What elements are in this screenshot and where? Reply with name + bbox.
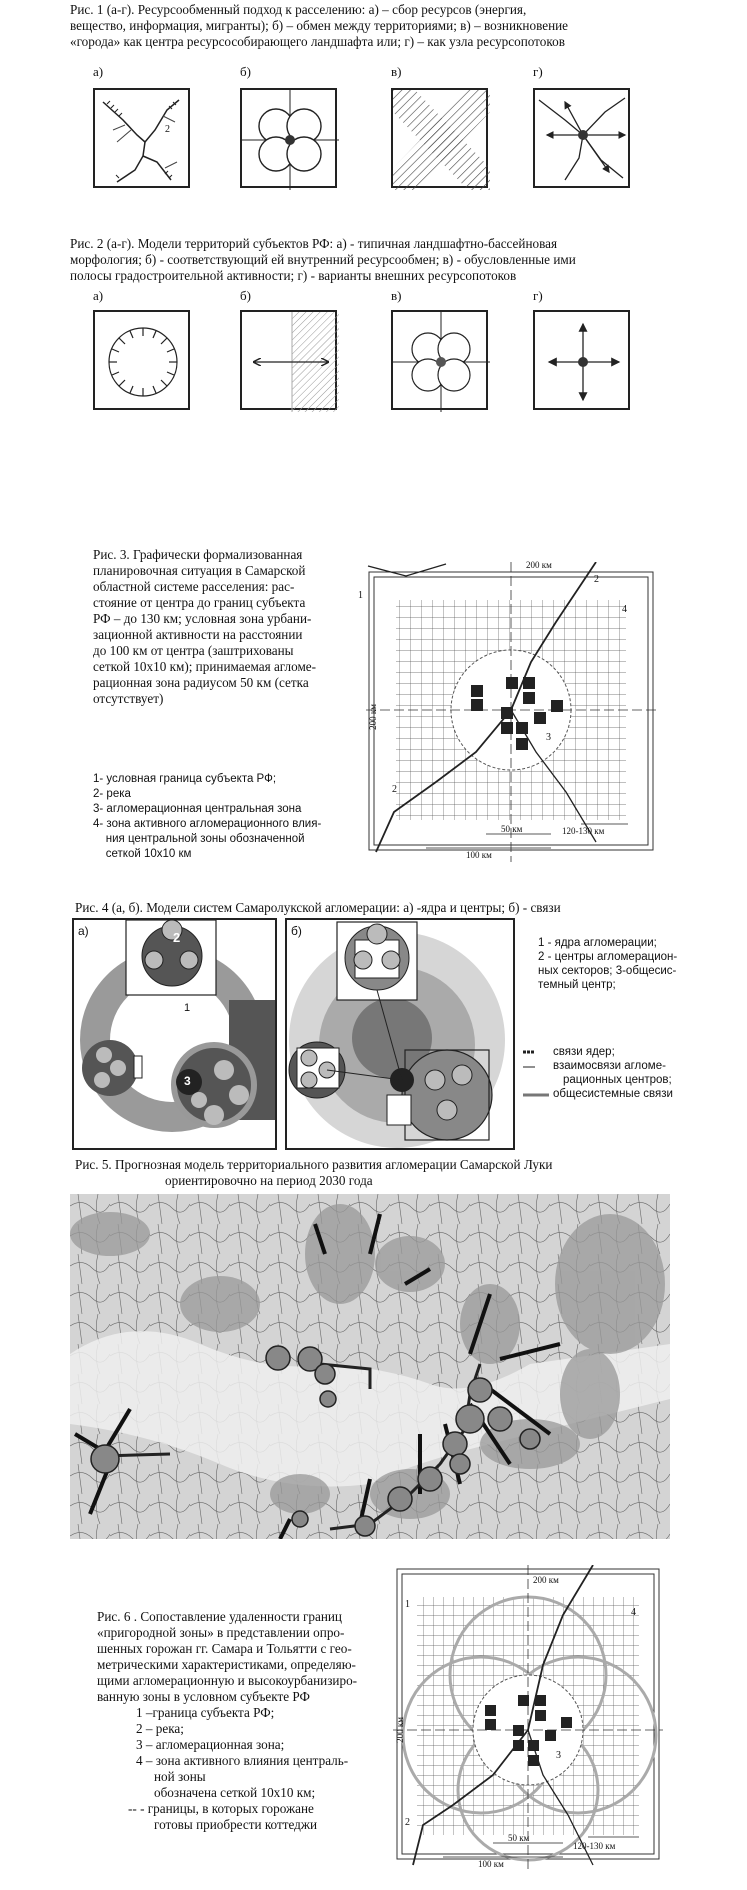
fig4-legend xyxy=(538,936,677,992)
fig4-links-legend xyxy=(515,1045,725,1101)
fig2-label-a: а) xyxy=(93,288,104,303)
fig6-num-4: 4 xyxy=(631,1607,636,1618)
fig4a-num-2: 2 xyxy=(173,930,181,945)
caption-line: метрическими характеристиками, определяю- xyxy=(97,1657,356,1672)
fig6-km-100: 100 км xyxy=(478,1859,504,1869)
fig4b-diagram xyxy=(285,918,515,1150)
legend-line: обозначена сеткой 10х10 км; xyxy=(154,1785,316,1800)
fig6-caption xyxy=(97,1609,377,1705)
fig3-num-4: 4 xyxy=(622,604,627,615)
fig4a-label: а) xyxy=(78,924,89,938)
fig3-num-2b: 2 xyxy=(392,784,397,795)
caption-line: морфология; б) - соответствующий ей внутренний ресурсообмен; в) - обусловленные ими xyxy=(70,252,576,267)
fig4a-diagram xyxy=(72,918,277,1150)
legend-line: темный центр; xyxy=(538,979,616,991)
legend-line: 2 - центры агломерацион- xyxy=(538,951,678,963)
caption-line: «пригородной зоны» в представлении опро- xyxy=(97,1625,345,1640)
legend-line: общесистемные связи xyxy=(553,1088,673,1100)
caption-line: Рис. 3. Графически формализованная xyxy=(93,547,303,562)
fig1v-diagram xyxy=(391,88,488,188)
caption-line: Рис. 1 (а-г). Ресурсообменный подход к расселению: а) – сбор ресурсов (энергия, xyxy=(70,2,527,17)
fig2b-diagram xyxy=(240,310,337,410)
fig1b-diagram xyxy=(240,88,337,188)
legend-line: ных секторов; 3-общесис- xyxy=(538,965,677,977)
fig3-caption xyxy=(93,547,353,707)
fig2-label-b: б) xyxy=(240,288,251,303)
legend-line: 1 - ядра агломерации; xyxy=(538,937,657,949)
legend-line: сеткой 10х10 км xyxy=(93,848,192,860)
caption-line: до 100 км от центра (заштрихованы xyxy=(93,643,294,658)
fig3-num-1: 1 xyxy=(358,590,363,601)
fig4b-label: б) xyxy=(291,924,302,938)
fig6-km-50: 50 км xyxy=(508,1833,530,1843)
legend-line: 3- агломерационная центральная зона xyxy=(93,803,302,815)
fig5-caption xyxy=(75,1157,715,1189)
fig3-km-100: 100 км xyxy=(466,850,492,860)
fig2g-diagram xyxy=(533,310,630,410)
caption-line: отсутствует) xyxy=(93,691,164,706)
caption-line: планировочная ситуация в Самарской xyxy=(93,563,306,578)
fig5-map xyxy=(70,1194,670,1539)
caption-line: «города» как центра ресурсособирающего ландшафта или; г) – как узла ресурсопотоков xyxy=(70,34,565,49)
legend-line: готовы приобрести коттеджи xyxy=(154,1817,318,1832)
caption-line: ориентировочно на период 2030 года xyxy=(165,1173,373,1188)
legend-line: 4 – зона активного влияния централь- xyxy=(136,1753,349,1768)
caption-line: РФ – до 130 км; условная зона урбани- xyxy=(93,611,312,626)
caption-line: Рис. 5. Прогнозная модель территориального развития агломерации Самарской Луки xyxy=(75,1157,553,1172)
legend-line: взаимосвязи агломе- xyxy=(553,1060,666,1072)
caption-line: сеткой 10х10 км); принимаемая агломе- xyxy=(93,659,317,674)
legend-line: ной зоны xyxy=(154,1769,206,1784)
fig3-num-2: 2 xyxy=(594,574,599,585)
caption-line: вещество, информация, мигранты); б) – обмен между территориями; в) – возникновение xyxy=(70,18,569,33)
fig6-km-top: 200 км xyxy=(533,1575,559,1585)
caption-line: Рис. 6 . Сопоставление удаленности границ xyxy=(97,1609,342,1624)
fig3-km-120: 120-130 км xyxy=(562,826,605,836)
fig1-label-g: г) xyxy=(533,64,543,79)
fig1a-number-2: 2 xyxy=(165,124,170,135)
caption-line: рационная зона радиусом 50 км (сетка xyxy=(93,675,309,690)
legend-line: -- - границы, в которых горожане xyxy=(128,1801,314,1816)
fig2-caption xyxy=(70,236,690,284)
fig2-label-v: в) xyxy=(391,288,402,303)
legend-line: 2- река xyxy=(93,788,131,800)
legend-line: рационных центров; xyxy=(563,1074,672,1086)
fig6-legend xyxy=(128,1705,348,1833)
fig3-legend xyxy=(93,772,321,862)
caption-line: стояние от центра до границ субъекта xyxy=(93,595,306,610)
caption-line: ванную зоны в условном субъекте РФ xyxy=(97,1689,310,1704)
caption-line: шенных горожан гг. Самара и Тольятти с гео- xyxy=(97,1641,352,1656)
legend-line: 3 – агломерационная зона; xyxy=(136,1737,285,1752)
fig2a-diagram xyxy=(93,310,190,410)
legend-line: связи ядер; xyxy=(553,1046,615,1058)
fig2-label-g: г) xyxy=(533,288,543,303)
fig3-km-top: 200 км xyxy=(526,560,552,570)
fig6-map xyxy=(393,1565,663,1873)
fig2v-diagram xyxy=(391,310,488,410)
fig1-label-b: б) xyxy=(240,64,251,79)
fig1-caption xyxy=(70,2,690,50)
fig6-num-2: 2 xyxy=(405,1817,410,1828)
legend-line: 2 – река; xyxy=(136,1721,184,1736)
caption-line: полосы градостроительной активности; г) - варианты внешних ресурсопотоков xyxy=(70,268,517,283)
fig6-km-side: 200 км xyxy=(394,1717,405,1743)
legend-line: 1 –граница субъекта РФ; xyxy=(136,1705,275,1720)
fig4-caption: Рис. 4 (а, б). Модели систем Самаролукской агломерации: а) -ядра и центры; б) - связи xyxy=(75,900,561,915)
fig3-num-3: 3 xyxy=(546,732,551,743)
caption-line: зационной активности на расстоянии xyxy=(93,627,303,642)
fig3-map xyxy=(358,560,658,862)
legend-line: 4- зона активного агломерационного влия- xyxy=(93,818,322,830)
fig1-label-a: а) xyxy=(93,64,104,79)
legend-line: ния центральной зоны обозначенной xyxy=(93,833,305,845)
fig4a-num-3: 3 xyxy=(184,1074,191,1088)
caption-line: щими агломерационную и высокоурбанизиро- xyxy=(97,1673,358,1688)
fig1a-diagram xyxy=(93,88,190,188)
fig6-num-3: 3 xyxy=(556,1750,561,1761)
fig1g-diagram xyxy=(533,88,630,188)
fig6-num-1: 1 xyxy=(405,1599,410,1610)
fig4a-num-1: 1 xyxy=(184,1002,191,1014)
legend-line: 1- условная граница субъекта РФ; xyxy=(93,773,277,785)
fig3-km-50: 50 км xyxy=(501,824,523,834)
caption-line: Рис. 2 (а-г). Модели территорий субъектов РФ: а) - типичная ландшафтно-бассейновая xyxy=(70,236,558,251)
fig3-km-side: 200 км xyxy=(367,704,378,730)
fig1-label-v: в) xyxy=(391,64,402,79)
fig6-km-120: 120-130 км xyxy=(573,1841,616,1851)
caption-line: областной системе расселения: рас- xyxy=(93,579,295,594)
